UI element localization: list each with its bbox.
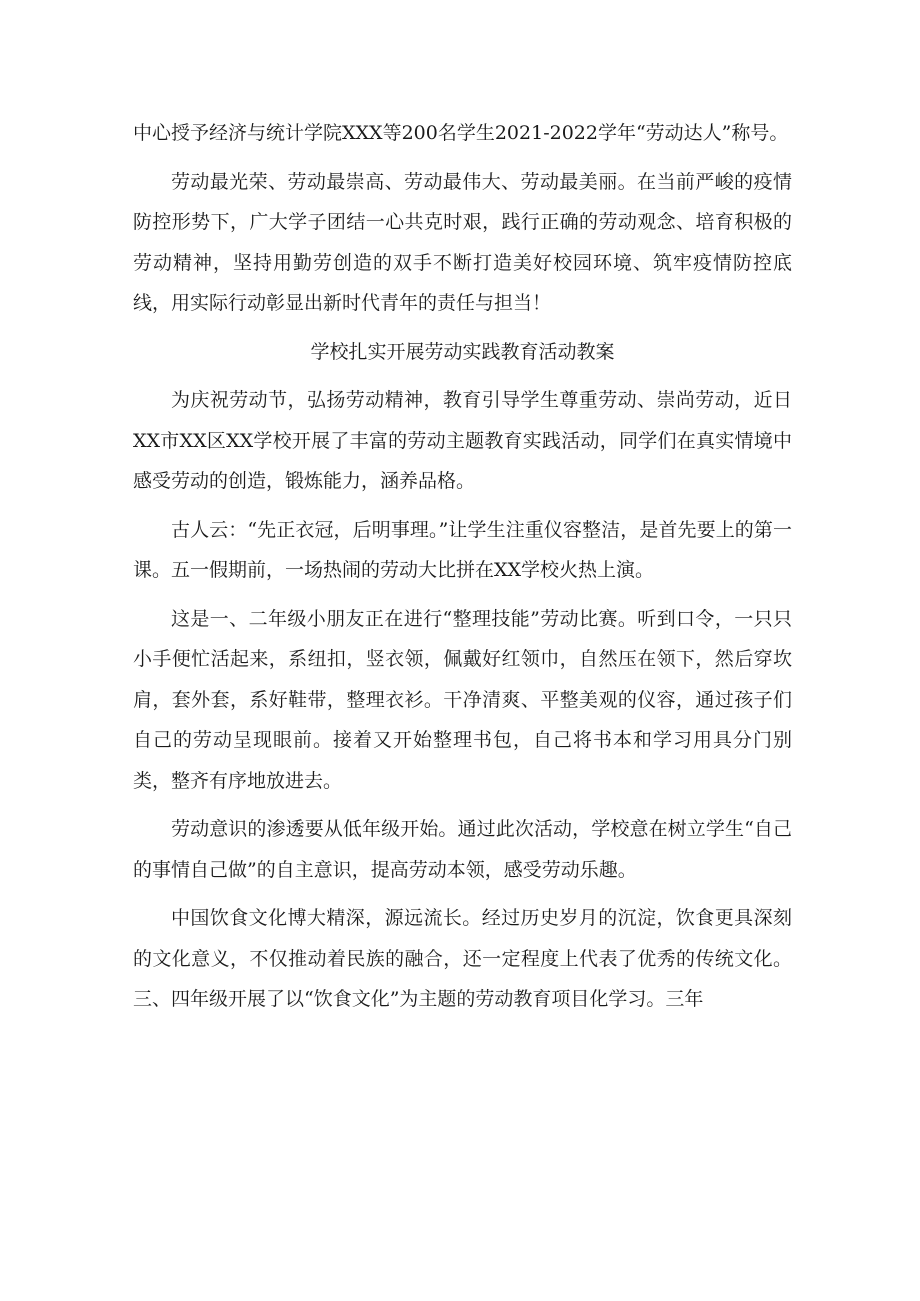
document-body xyxy=(133,113,792,1028)
paragraph-award-continuation: 中心授予经济与统计学院XXX等200名学生2021-2022学年“劳动达人”称号。 xyxy=(133,122,789,144)
paragraph-labor-day: 为庆祝劳动节，弘扬劳动精神，教育引导学生尊重劳动、崇尚劳动，近日XX市XX区XX学校开展了丰富的劳动主题教育实践活动，同学们在真实情境中感受劳动的创造，锻炼能力，涵养品格。 xyxy=(133,389,792,492)
paragraph-food-culture: 中国饮食文化博大精深，源远流长。经过历史岁月的沉淀，饮食更具深刻的文化意义，不仅推动着民族的融合，还一定程度上代表了优秀的传统文化。三、四年级开展了以“饮食文化”为主题的劳动教育项目化学习。三年 xyxy=(133,907,792,1010)
paragraph-organizing-skills: 这是一、二年级小朋友正在进行“整理技能”劳动比赛。听到口令，一只只小手便忙活起来，系纽扣，竖衣领，佩戴好红领巾，自然压在领下，然后穿坎肩，套外套，系好鞋带，整理衣衫。干净清爽、平整美观的仪容，通过孩子们自己的劳动呈现眼前。接着又开始整理书包，自己将书本和学习用具分门别类，整齐有序地放进去。 xyxy=(133,607,792,792)
paragraph-labor-awareness: 劳动意识的渗透要从低年级开始。通过此次活动，学校意在树立学生“自己的事情自己做”的自主意识，提高劳动本领，感受劳动乐趣。 xyxy=(133,818,792,881)
paragraph-labor-glory: 劳动最光荣、劳动最崇高、劳动最伟大、劳动最美丽。在当前严峻的疫情防控形势下，广大学子团结一心共克时艰，践行正确的劳动观念、培育积极的劳动精神，坚持用勤劳创造的双手不断打造美好校园环境、筑牢疫情防控底线，用实际行动彰显出新时代青年的责任与担当！ xyxy=(133,170,792,314)
section-title: 学校扎实开展劳动实践教育活动教案 xyxy=(310,340,615,363)
paragraph-ancient-saying: 古人云：“先正衣冠，后明事理。”让学生注重仪容整洁，是首先要上的第一课。五一假期前，一场热闹的劳动大比拼在XX学校火热上演。 xyxy=(133,518,792,581)
